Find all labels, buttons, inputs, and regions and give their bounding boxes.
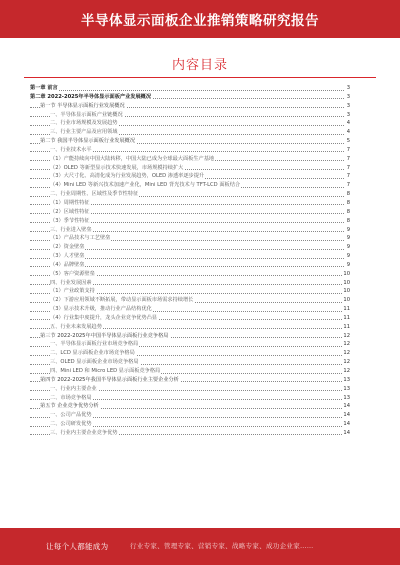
toc-entry-page: 4 [346, 120, 350, 127]
toc-entry-label: 第一节 半导体显示面板行业发展概况 [40, 102, 125, 109]
toc-entry[interactable] [30, 208, 350, 217]
toc-entry-label: （2）区域性特征 [50, 208, 90, 215]
toc-entry-label: （3）大尺寸化、高清化成为行业发展趋势，OLED 渗透率逐步提升 [50, 173, 205, 180]
toc-entry-page: 14 [343, 429, 350, 436]
toc-entry-page: 10 [343, 288, 350, 295]
table-of-contents [30, 84, 350, 438]
toc-entry-label: 五、行业未来发展趋势 [50, 323, 102, 330]
toc-entry[interactable] [30, 164, 350, 173]
toc-entry-label: （1）产业政策支持 [50, 288, 95, 295]
toc-entry[interactable] [30, 84, 350, 93]
report-header-bar [0, 0, 400, 38]
toc-entry-page: 3 [346, 111, 350, 118]
toc-entry[interactable] [30, 332, 350, 341]
footer-roles: 行业专家、管理专家、营销专家、战略专家、成功企业家…… [130, 542, 314, 550]
toc-entry-label: （3）显示技术升级，推动行业产品结构优化 [50, 306, 152, 313]
toc-entry-label: （1）产品技术与工艺壁垒 [50, 235, 111, 242]
toc-entry-page: 9 [346, 235, 350, 242]
toc-entry[interactable] [30, 137, 350, 146]
toc-entry[interactable] [30, 128, 350, 137]
toc-entry[interactable] [30, 296, 350, 305]
toc-entry-label: （3）人才壁垒 [50, 253, 85, 260]
toc-entry-label: 二、行业周期性、区域性及季节性特征 [50, 191, 139, 198]
toc-entry-page: 14 [343, 412, 350, 419]
toc-entry[interactable] [30, 279, 350, 288]
footer-bar [0, 528, 400, 565]
toc-entry-page: 8 [346, 217, 350, 224]
toc-entry-label: 三、行业进入壁垒 [50, 226, 92, 233]
toc-entry-page: 12 [343, 350, 350, 357]
toc-entry-label: 一、行业内主要企业 [50, 385, 97, 392]
toc-entry[interactable] [30, 155, 350, 164]
toc-entry-label: 一、行业技术水平 [50, 146, 92, 153]
toc-entry-label: 第五节 企业竞争优势分析 [40, 403, 99, 410]
toc-entry-page: 10 [343, 270, 350, 277]
toc-entry-label: 二、LCD 显示面板企业市场竞争格局 [50, 350, 135, 357]
toc-entry[interactable] [30, 385, 350, 394]
footer-slogan: 让每个人都能成为 [46, 542, 109, 551]
toc-entry-label: （2）OLED 等新型显示技术快速发展，市场规模持续扩大 [50, 164, 184, 171]
toc-entry[interactable] [30, 376, 350, 385]
toc-entry[interactable] [30, 323, 350, 332]
toc-entry-label: 四、行业发展因素 [50, 279, 92, 286]
toc-entry-label: （3）季节性特征 [50, 217, 90, 224]
toc-entry-page: 13 [343, 376, 350, 383]
toc-entry-page: 10 [343, 297, 350, 304]
toc-entry-label: 三、OLED 显示面板企业市场竞争格局 [50, 359, 139, 366]
toc-entry-page: 7 [346, 164, 350, 171]
report-title: 半导体显示面板企业推销策略研究报告 [81, 13, 319, 29]
toc-entry-page: 4 [346, 129, 350, 136]
toc-entry[interactable] [30, 234, 350, 243]
toc-entry[interactable] [30, 402, 350, 411]
toc-entry[interactable] [30, 270, 350, 279]
toc-entry-page: 8 [346, 208, 350, 215]
toc-entry[interactable] [30, 181, 350, 190]
toc-entry-page: 11 [343, 314, 350, 321]
toc-entry[interactable] [30, 190, 350, 199]
toc-entry-label: （5）客户资源壁垒 [50, 270, 95, 277]
toc-entry-page: 11 [343, 323, 350, 330]
toc-entry-page: 7 [346, 146, 350, 153]
toc-entry-page: 10 [343, 279, 350, 286]
toc-entry-page: 3 [346, 102, 350, 109]
toc-title: 内容目录 [171, 58, 228, 73]
toc-divider [24, 77, 376, 78]
toc-entry-page: 12 [343, 368, 350, 374]
toc-entry-label: 第四节 2022-2025年我国半导体显示面板行业主要企业分析 [40, 376, 179, 383]
toc-entry[interactable] [30, 394, 350, 403]
toc-entry-page: 12 [343, 332, 350, 339]
toc-entry[interactable] [30, 119, 350, 128]
toc-entry-page: 7 [346, 155, 350, 162]
toc-entry-label: 第二章 2022-2025年半导体显示面板产业发展概况 [30, 93, 152, 100]
toc-entry-page: 3 [346, 93, 350, 100]
toc-entry-label: 一、半导体显示面板产业链概况 [50, 111, 123, 118]
toc-entry-label: 三、行业主要产品及应用领域 [50, 129, 118, 136]
toc-entry-label: 二、市场竞争格局 [50, 394, 92, 401]
toc-entry-page: 3 [346, 85, 350, 91]
toc-entry-page: 9 [346, 253, 350, 260]
toc-entry-page: 12 [343, 359, 350, 366]
toc-entry-page: 13 [343, 385, 350, 392]
toc-entry[interactable] [30, 261, 350, 270]
toc-entry-label: 一、公司产品优势 [50, 412, 92, 419]
toc-entry-label: 四、Mini LED 和 Micro LED 显示面板竞争格局 [50, 368, 161, 374]
toc-entry-page: 9 [346, 244, 350, 251]
toc-entry[interactable] [30, 172, 350, 181]
toc-entry[interactable] [30, 102, 350, 111]
toc-entry-label: 一、半导体显示面板行业市场竞争格局 [50, 341, 139, 348]
toc-entry[interactable] [30, 358, 350, 367]
toc-entry-page: 9 [346, 261, 350, 268]
toc-entry-label: （1）产能持续向中国大陆转移，中国大陆已成为全球最大面板生产基地 [50, 155, 215, 162]
toc-entry-page: 7 [346, 182, 350, 189]
toc-entry-label: （4）品牌壁垒 [50, 261, 85, 268]
toc-entry[interactable] [30, 367, 350, 376]
toc-entry-label: （4）行业集中度提升，龙头企业竞争优势凸显 [50, 314, 158, 321]
toc-entry-page: 8 [346, 199, 350, 206]
toc-entry[interactable] [30, 226, 350, 235]
toc-entry[interactable] [30, 146, 350, 155]
toc-entry[interactable] [30, 199, 350, 208]
toc-entry[interactable] [30, 420, 350, 429]
toc-entry[interactable] [30, 111, 350, 120]
toc-entry[interactable] [30, 252, 350, 261]
toc-entry-label: （1）周期性特征 [50, 199, 90, 206]
toc-entry-page: 14 [343, 403, 350, 410]
toc-entry-page: 9 [346, 226, 350, 233]
toc-entry-page: 8 [346, 191, 350, 198]
toc-leader-dots [30, 90, 344, 91]
toc-entry[interactable] [30, 429, 350, 438]
toc-entry-page: 5 [346, 138, 350, 145]
toc-entry[interactable] [30, 93, 350, 102]
toc-entry[interactable] [30, 305, 350, 314]
toc-entry-label: 二、公司研发优势 [50, 421, 92, 428]
toc-entry-page: 7 [346, 173, 350, 180]
toc-entry-label: 二、行业市场规模及发展趋势 [50, 120, 118, 127]
toc-entry-label: （4）Mini LED 等新兴技术加速产业化，Mini LED 背光技术与 TFT-LCD 面板结合 [50, 182, 241, 189]
toc-entry-label: 三、行业内主要企业竞争优势 [50, 429, 118, 436]
toc-entry-label: 第二节 我国半导体显示面板行业发展概况 [40, 138, 136, 145]
toc-entry-page: 12 [343, 341, 350, 348]
toc-entry-label: 第一章 前言 [30, 85, 58, 91]
toc-entry[interactable] [30, 287, 350, 296]
toc-entry-label: （2）下游应用领域不断拓展，带动显示面板市场需求持续增长 [50, 297, 194, 304]
toc-entry-page: 11 [343, 306, 350, 313]
toc-entry[interactable] [30, 411, 350, 420]
toc-entry-label: 第三节 2022-2025年中国半导体显示面板行业竞争格局 [40, 332, 169, 339]
toc-entry[interactable] [30, 340, 350, 349]
toc-entry-page: 13 [343, 394, 350, 401]
toc-entry-page: 14 [343, 421, 350, 428]
toc-entry-label: （2）资金壁垒 [50, 244, 85, 251]
toc-entry[interactable] [30, 314, 350, 323]
toc-entry[interactable] [30, 243, 350, 252]
toc-entry[interactable] [30, 217, 350, 226]
toc-entry[interactable] [30, 349, 350, 358]
